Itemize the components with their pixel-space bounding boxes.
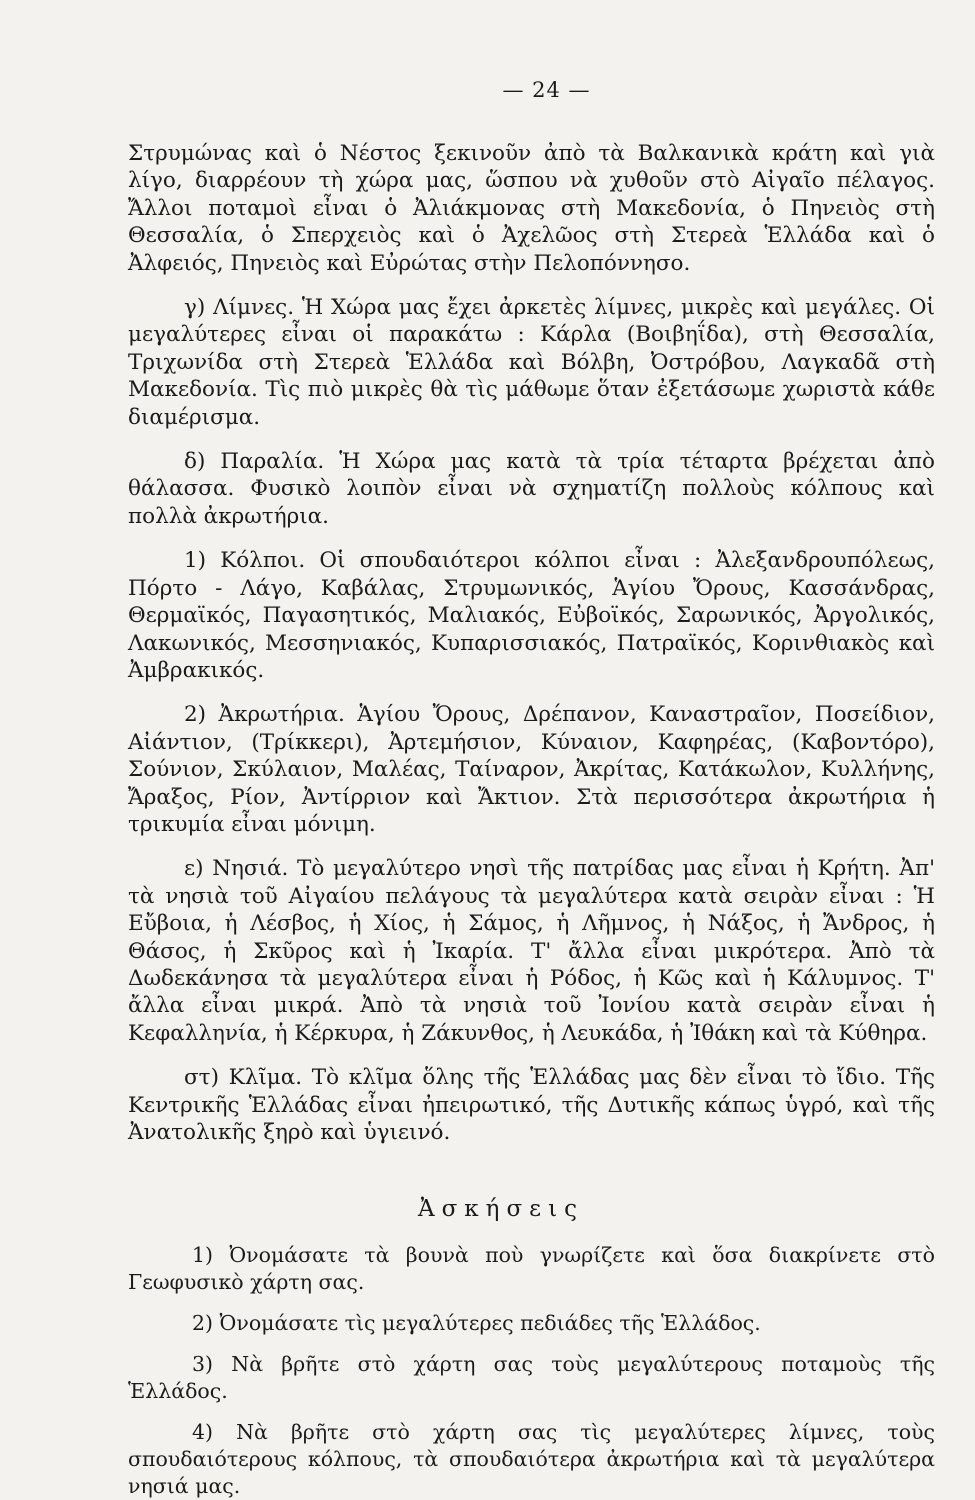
- exercises-list: [128, 1242, 935, 1500]
- exercise-item: 2) Ὀνομάσατε τὶς μεγαλύτερες πεδιάδες τῆς Ἑλλάδος.: [192, 1311, 761, 1336]
- exercise-item: 3) Νὰ βρῆτε στὸ χάρτη σας τοὺς μεγαλύτερους ποταμοὺς τῆς Ἑλλάδος.: [128, 1352, 935, 1404]
- paragraph-lakes: γ) Λίμνες. Ἡ Χώρα μας ἔχει ἀρκετὲς λίμνες, μικρὲς καὶ μεγάλες. Οἱ μεγαλύτερες εἶναι οἱ παρακάτω : Κάρλα (Βοιβηΐδα), στὴ Θεσσαλία, Τριχωνίδα στὴ Στερεὰ Ἑλλάδα καὶ Βόλβη, Ὀστρόβου, Λαγκαδᾶ στὴ Μακεδονία. Τὶς πιὸ μικρὲς θὰ τὶς μάθωμε ὅταν ἐξετάσωμε χωριστὰ κάθε διαμέρισμα.: [128, 295, 935, 430]
- paragraph-islands: ε) Νησιά. Τὸ μεγαλύτερο νησὶ τῆς πατρίδας μας εἶναι ἡ Κρήτη. Ἀπ' τὰ νησιὰ τοῦ Αἰγαίου πελάγους τὰ μεγαλύτερα κατὰ σειρὰν εἶναι : Ἡ Εὔβοια, ἡ Λέσβος, ἡ Χίος, ἡ Σάμος, ἡ Λῆμνος, ἡ Νάξος, ἡ Ἄνδρος, ἡ Θάσος, ἡ Σκῦρος καὶ ἡ Ἰκαρία. Τ' ἄλλα εἶναι μικρότερα. Ἀπὸ τὰ Δωδεκάνησα τὰ μεγαλύτερα εἶναι ἡ Ρόδος, ἡ Κῶς καὶ ἡ Κάλυμνος. Τ' ἄλλα εἶναι μικρά. Ἀπὸ τὰ νησιὰ τοῦ Ἰονίου κατὰ σειρὰν εἶναι ἡ Κεφαλληνία, ἡ Κέρκυρα, ἡ Ζάκυνθος, ἡ Λευκάδα, ἡ Ἰθάκη καὶ τὰ Κύθηρα.: [128, 856, 935, 1046]
- exercise-item: 1) Ὀνομάσατε τὰ βουνὰ ποὺ γνωρίζετε καὶ ὅσα διακρίνετε στὸ Γεωφυσικὸ χάρτη σας.: [128, 1243, 935, 1295]
- exercise-item: 4) Νὰ βρῆτε στὸ χάρτη σας τὶς μεγαλύτερες λίμνες, τοὺς σπουδαιότερους κόλπους, τὰ σπουδαιότερα ἀκρωτήρια καὶ τὰ μεγαλύτερα νησιά μας.: [128, 1420, 935, 1499]
- paragraph-gulfs: 1) Κόλποι. Οἱ σπουδαιότεροι κόλποι εἶναι : Ἀλεξανδρουπόλεως, Πόρτο - Λάγο, Καβάλας, Στρυμωνικός, Ἁγίου Ὄρους, Κασσάνδρας, Θερμαϊκός, Παγασητικός, Μαλιακός, Εὐβοϊκός, Σαρωνικός, Ἀργολικός, Λακωνικός, Μεσσηνιακός, Κυπαρισσιακός, Πατραϊκός, Κορινθιακὸς καὶ Ἀμβρακικός.: [128, 548, 935, 683]
- paragraph-coast: δ) Παραλία. Ἡ Χώρα μας κατὰ τὰ τρία τέταρτα βρέχεται ἀπὸ θάλασσα. Φυσικὸ λοιπὸν εἶναι νὰ σχηματίζη πολλοὺς κόλπους καὶ πολλὰ ἀκρωτήρια.: [128, 449, 935, 529]
- paragraph-capes: 2) Ἀκρωτήρια. Ἁγίου Ὄρους, Δρέπανον, Καναστραῖον, Ποσείδιον, Αἰάντιον, (Τρίκκερι), Ἀρτεμήσιον, Κύναιον, Καφηρέας, (Καβοντόρο), Σούνιον, Σκύλαιον, Μαλέας, Ταίναρον, Ἀκρίτας, Κατάκωλον, Κυλλήνης, Ἄραξος, Ρίον, Ἀντίρριον καὶ Ἄκτιον. Στὰ περισσότερα ἀκρωτήρια ἡ τρικυμία εἶναι μόνιμη.: [128, 702, 935, 837]
- body-text: [128, 140, 935, 1146]
- paragraph-rivers: Στρυμώνας καὶ ὁ Νέστος ξεκινοῦν ἀπὸ τὰ Βαλκανικὰ κράτη καὶ γιὰ λίγο, διαρρέουν τὴ χώρα μας, ὥσπου νὰ χυθοῦν στὸ Αἰγαῖο πέλαγος. Ἄλλοι ποταμοὶ εἶναι ὁ Ἀλιάκμονας στὴ Μακεδονία, ὁ Πηνειὸς στὴ Θεσσαλία, ὁ Σπερχειὸς καὶ ὁ Ἀχελῶος στὴ Στερεὰ Ἑλλάδα καὶ ὁ Ἀλφειός, Πηνειὸς καὶ Εὐρώτας στὴν Πελοπόννησο.: [128, 141, 935, 276]
- page-number: — 24 —: [502, 78, 591, 102]
- paragraph-climate: στ) Κλῖμα. Τὸ κλῖμα ὅλης τῆς Ἑλλάδας μας δὲν εἶναι τὸ ἴδιο. Τῆς Κεντρικῆς Ἑλλάδας εἶναι ἠπειρωτικό, τῆς Δυτικῆς κάπως ὑγρό, καὶ τῆς Ἀνατολικῆς ξηρὸ καὶ ὑγιεινό.: [128, 1065, 935, 1145]
- exercises-heading: Ἀσκήσεις: [418, 1196, 584, 1223]
